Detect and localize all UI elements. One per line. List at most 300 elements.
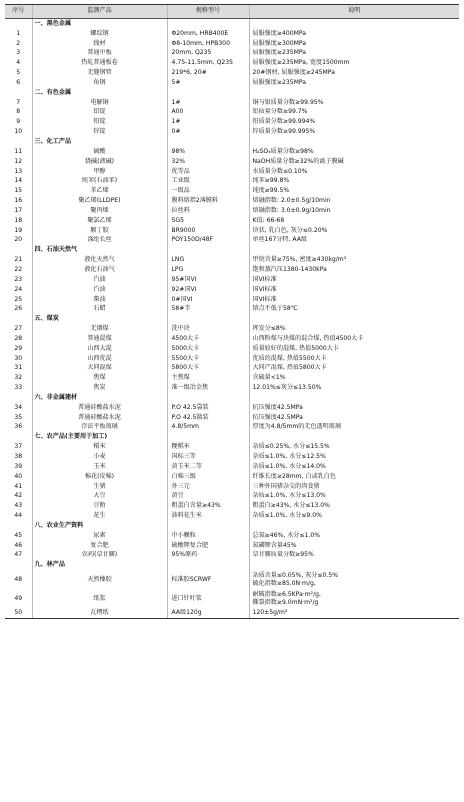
category-note-cell [249,432,459,442]
note-text: 粗蛋白≥43%, 水分≤13.0% [249,501,459,511]
product-name: 石蜡 [32,304,167,314]
spec-model: 硫酸钾复合肥 [167,541,249,551]
spec-model: SG5 [167,216,249,226]
note-text: 屈服强度≥235MPa [249,78,459,88]
table-body [5,19,459,619]
table-row [5,531,459,541]
category-label: 三、化工产品 [32,137,167,147]
product-name: 无烟煤 [32,324,167,334]
row-number: 8 [16,108,21,116]
product-name: 普通中板 [32,49,167,59]
table-row [5,589,459,608]
product-name: 大同混煤 [32,364,167,374]
note-line-1: 耐破指数≥6.5KPa·m²/g, [252,591,321,599]
table-row [5,216,459,226]
row-number: 37 [14,443,23,451]
note-text: NaOH质量分数≥32%的离子膜碱 [249,157,459,167]
product-name: 铝锭 [32,108,167,118]
table-row [5,167,459,177]
row-number: 18 [14,216,23,224]
spec-model: LPG [167,265,249,275]
category-no-cell [5,88,32,98]
table-row [5,98,459,108]
row-number: 15 [14,187,23,195]
note-text: 铅质量分数≥99.994% [249,117,459,127]
category-row [5,19,459,29]
product-name: 烧碱(液碱) [32,157,167,167]
spec-model: 洗中块 [167,324,249,334]
row-number: 29 [14,344,23,352]
category-row [5,137,459,147]
table-row [5,551,459,561]
row-number: 17 [14,206,23,214]
note-text: 屈服强度≥300MPa [249,39,459,49]
spec-model: 优等品 [167,167,249,177]
note-text: 块状, 乳白色, 灰分≤0.20% [249,226,459,236]
table-row [5,482,459,492]
table-row [5,186,459,196]
row-number: 5 [16,69,21,77]
row-number: 7 [16,98,21,106]
product-name: 热轧普通板卷 [32,58,167,68]
table-row [5,413,459,423]
product-name: 玉米 [32,462,167,472]
spec-model: 20mm, Q235 [167,49,249,59]
row-number: 20 [14,236,23,244]
row-number: 10 [14,128,23,136]
product-name: 顺丁胶 [32,226,167,236]
row-number: 6 [16,78,21,86]
row-number: 47 [14,551,23,559]
note-line-2: 硫化指数≥85.0N·m/g, [252,579,316,587]
spec-model: 中小颗粒 [167,531,249,541]
table-row [5,383,459,393]
row-number: 44 [14,512,23,520]
table-row [5,58,459,68]
row-number: 22 [14,265,23,273]
spec-model: 黄玉米二等 [167,462,249,472]
spec-model: 58#半 [167,304,249,314]
category-row [5,245,459,255]
category-spec-cell [167,314,249,324]
row-number: 28 [14,334,23,342]
product-name: 尿素 [32,531,167,541]
category-no-cell [5,137,32,147]
row-number: 11 [14,147,23,155]
category-no-cell [5,314,32,324]
table-row [5,206,459,216]
spec-model: 4500大卡 [167,334,249,344]
category-spec-cell [167,19,249,29]
note-line-2: 撕裂指数≥9.0mN·m²/g [252,598,319,606]
table-row [5,354,459,364]
product-name: 焦炭 [32,383,167,393]
spec-model: AA级120g [167,608,249,618]
category-label: 八、农业生产资料 [32,521,167,531]
note-text: 纯苯≥99.8% [249,177,459,187]
spec-model: 95%原药 [167,551,249,561]
table-row [5,403,459,413]
spec-model: 白棉三级 [167,472,249,482]
note-text: 水质量分数≤0.10% [249,167,459,177]
category-spec-cell [167,88,249,98]
spec-model: 5# [167,78,249,88]
row-number: 35 [14,413,23,421]
note-text: 熔点不低于58℃ [249,304,459,314]
category-no-cell [5,393,32,403]
note-text: 铜与银质量分数≥99.95% [249,98,459,108]
product-name: 浮法平板玻璃 [32,423,167,433]
product-name: 山西优混 [32,354,167,364]
product-name: 液化石油气 [32,265,167,275]
row-number: 27 [14,325,23,333]
note-text: 屈服强度≥235MPa [249,49,459,59]
note-text: 国VI标准 [249,295,459,305]
note-text: 三种外国猪杂交的肉食猪 [249,482,459,492]
note-text: 铝质量分数≥99.7% [249,108,459,118]
product-name: 农药(草甘膦) [32,551,167,561]
spec-model: 5500大卡 [167,354,249,364]
spec-model: 拉丝料 [167,206,249,216]
product-name: 液化天然气 [32,255,167,265]
table-row [5,177,459,187]
note-text: 屈服强度≥235MPa, 宽度1500mm [249,58,459,68]
product-name: 线材 [32,39,167,49]
row-number: 30 [14,354,23,362]
note-text: 纤维长度≥28mm, 白或乳白色 [249,472,459,482]
category-note-cell [249,521,459,531]
table-row [5,295,459,305]
table-row [5,541,459,551]
row-number: 40 [14,472,23,480]
spec-model: 标准胶SCRWF [167,570,249,589]
spec-model: BR9000 [167,226,249,236]
spec-model: 95#国VI [167,275,249,285]
table-row [5,236,459,246]
product-name: 甲醇 [32,167,167,177]
product-name: 普通混煤 [32,334,167,344]
row-number: 12 [14,157,23,165]
note-text: 饱和蒸汽压1380-1430kPa [249,265,459,275]
row-number: 4 [16,59,21,67]
spec-model: 219*6, 20# [167,68,249,78]
row-number: 21 [14,256,23,264]
category-note-cell [249,88,459,98]
note-text: 质量较好的混煤, 热值5000大卡 [249,344,459,354]
product-name: 硫酸 [32,147,167,157]
row-number: 23 [14,275,23,283]
row-number: 25 [14,295,23,303]
table-row [5,570,459,589]
category-note-cell [249,19,459,29]
spec-model: 32% [167,157,249,167]
note-text: 挥发分≤8% [249,324,459,334]
row-number: 13 [14,167,23,175]
product-name: 螺纹钢 [32,29,167,39]
product-name: 山西大混 [32,344,167,354]
row-number: 26 [14,305,23,313]
spec-model: LNG [167,255,249,265]
spec-model: 一级品 [167,186,249,196]
category-row [5,521,459,531]
note-text: 山西粉煤与块煤的混合煤, 热值4500大卡 [249,334,459,344]
table-row [5,68,459,78]
table-row [5,324,459,334]
spec-model: 工业级 [167,177,249,187]
product-name: 普通硅酸盐水泥 [32,403,167,413]
category-row [5,393,459,403]
product-name: 棉花(皮棉) [32,472,167,482]
spec-model: 4.75-11.5mm, Q235 [167,58,249,68]
spec-model: POY150D/48F [167,236,249,246]
note-text: 20#钢材, 屈服强度≥245MPa [249,68,459,78]
row-number: 33 [14,384,23,392]
row-number: 48 [14,575,23,583]
category-no-cell [5,521,32,531]
product-name: 复合肥 [32,541,167,551]
header-product: 监测产品 [32,5,167,19]
table-row [5,29,459,39]
table-row [5,255,459,265]
row-number: 16 [14,197,23,205]
spec-model: 进口针叶浆 [167,589,249,608]
note-text: 抗压强度42.5MPa [249,413,459,423]
table-row [5,49,459,59]
product-name: 聚氯乙烯 [32,216,167,226]
note-cell [249,570,459,589]
table-row [5,108,459,118]
product-name: 天然橡胶 [32,570,167,589]
category-label: 四、石油天然气 [32,245,167,255]
row-number: 34 [14,403,23,411]
spec-model: 1# [167,98,249,108]
spec-model: 0# [167,127,249,137]
row-number: 32 [14,374,23,382]
note-text: 国VI标准 [249,285,459,295]
note-text: 杂质≤1.0%, 水分≤12.5% [249,452,459,462]
note-text: 熔融指数: 3.0±0.9g/10min [249,206,459,216]
product-name: 生猪 [32,482,167,492]
row-number: 19 [14,226,23,234]
row-number: 45 [14,531,23,539]
product-name: 聚乙烯(LLDPE) [32,196,167,206]
row-number: 42 [14,492,23,500]
category-row [5,314,459,324]
category-spec-cell [167,137,249,147]
category-label: 六、非金属建材 [32,393,167,403]
product-name: 角钢 [32,78,167,88]
note-text: 甲烷含量≥75%, 密度≥430kg/m³ [249,255,459,265]
note-text: 含硫量<1% [249,373,459,383]
table-row [5,275,459,285]
spec-model: A00 [167,108,249,118]
header-note: 说明 [249,5,459,19]
row-number: 50 [5,608,32,618]
row-number: 49 [14,594,23,602]
spec-model: P.O 42.5散装 [167,413,249,423]
spec-model: 外三元 [167,482,249,492]
spec-model: Φ20mm, HRB400E [167,29,249,39]
spec-model: 国标三等 [167,452,249,462]
note-text: 杂质≤1.0%, 水分≤9.0% [249,511,459,521]
table-row [5,265,459,275]
table-row [5,147,459,157]
table-row [5,492,459,502]
table-row [5,196,459,206]
note-text: 熔融指数: 2.0±0.5g/10min [249,196,459,206]
category-note-cell [249,393,459,403]
note-text: 120±5g/m² [249,608,459,618]
table-row [5,373,459,383]
product-name: 稻米 [32,442,167,452]
row-number: 24 [14,285,23,293]
product-name: 大豆 [32,492,167,502]
table-row [5,511,459,521]
note-text: 杂质≤1.0%, 水分≤13.0% [249,492,459,502]
table-row [5,78,459,88]
note-text: 优质的混煤, 热值5500大卡 [249,354,459,364]
category-no-cell [5,245,32,255]
category-note-cell [249,314,459,324]
note-text: 锌质量分数≥99.995% [249,127,459,137]
table-row [5,334,459,344]
product-name: 瓦楞纸 [32,608,167,618]
row-number: 43 [14,502,23,510]
table-row [5,423,459,433]
row-number: 1 [16,29,21,37]
category-note-cell [249,245,459,255]
spec-model: 5000大卡 [167,344,249,354]
spec-model: 4.8/5mm [167,423,249,433]
product-name: 电解铜 [32,98,167,108]
note-text: 抗压强度42.5MPa [249,403,459,413]
note-text: 纯度≥99.5% [249,186,459,196]
category-note-cell [249,560,459,570]
table-row [5,127,459,137]
note-text: 总氮≥46%, 水分≤1.0% [249,531,459,541]
table-row [5,157,459,167]
row-number: 2 [16,39,21,47]
category-row [5,560,459,570]
product-name: 铅锭 [32,117,167,127]
table-row [5,501,459,511]
note-text: 氮磷钾含量45% [249,541,459,551]
header-row [5,5,459,19]
product-name: 聚丙烯 [32,206,167,216]
note-text: H₂SO₄质量分数≥98% [249,147,459,157]
note-text: 草甘膦质量分数≥95% [249,551,459,561]
product-name: 柴油 [32,295,167,305]
row-number: 9 [16,118,21,126]
category-row [5,432,459,442]
row-number: 36 [14,423,23,431]
table-row [5,442,459,452]
spec-table [5,4,459,619]
product-spec-document [5,4,459,619]
spec-model: 准一级冶金焦 [167,383,249,393]
category-no-cell [5,560,32,570]
spec-model: 1# [167,117,249,127]
note-cell [249,589,459,608]
note-text: 国VI标准 [249,275,459,285]
product-name: 纸浆 [32,589,167,608]
note-text: 大同产混煤, 热值5800大卡 [249,364,459,374]
note-text: 单丝167分特, AA级 [249,236,459,246]
table-row [5,39,459,49]
spec-model: 0#国VI [167,295,249,305]
product-name: 纯苯(石油苯) [32,177,167,187]
product-name: 苯乙烯 [32,186,167,196]
table-row [5,344,459,354]
category-label: 九、林产品 [32,560,167,570]
note-line-1: 杂质含量≤0.05%, 灰分≤0.5% [252,572,338,580]
product-name: 涤纶长丝 [32,236,167,246]
table-row [5,304,459,314]
table-row [5,364,459,374]
product-name: 锌锭 [32,127,167,137]
category-label: 五、煤炭 [32,314,167,324]
note-text: 12.01%≤灰分≤13.50% [249,383,459,393]
table-row [5,117,459,127]
product-name: 无缝钢管 [32,68,167,78]
category-no-cell [5,432,32,442]
table-row [5,472,459,482]
spec-model: Φ8-10mm, HPB300 [167,39,249,49]
product-name: 小麦 [32,452,167,462]
note-text: K值: 66-68 [249,216,459,226]
spec-model: 5800大卡 [167,364,249,374]
table-row [5,462,459,472]
category-spec-cell [167,393,249,403]
product-name: 豆粕 [32,501,167,511]
note-text: 厚度为4.8/5mm的无色透明玻璃 [249,423,459,433]
row-number: 14 [14,177,23,185]
category-spec-cell [167,560,249,570]
spec-model: 油料花生米 [167,511,249,521]
spec-model: 膜料熔指2薄膜料 [167,196,249,206]
table-row [5,452,459,462]
product-name: 普通硅酸盐水泥 [32,413,167,423]
product-name: 汽油 [32,285,167,295]
category-spec-cell [167,521,249,531]
row-number: 38 [14,453,23,460]
category-row [5,88,459,98]
spec-model: 粗蛋白含量≥43% [167,501,249,511]
table-row [5,226,459,236]
spec-model: 粳稻米 [167,442,249,452]
category-no-cell [5,19,32,29]
note-text: 杂质≤1.0%, 水分≤14.0% [249,462,459,472]
note-text: 杂质≤0.25%, 水分≤15.5% [249,442,459,452]
spec-model: P.O 42.5袋装 [167,403,249,413]
header-no: 序号 [5,5,32,19]
category-spec-cell [167,432,249,442]
row-number: 31 [14,364,23,372]
category-label: 一、黑色金属 [32,19,167,29]
spec-model: 92#国VI [167,285,249,295]
spec-model: 主焦煤 [167,373,249,383]
category-label: 二、有色金属 [32,88,167,98]
header-spec: 规格型号 [167,5,249,19]
table-row [5,608,459,618]
row-number: 39 [14,462,23,470]
spec-model: 98% [167,147,249,157]
product-name: 花生 [32,511,167,521]
product-name: 焦煤 [32,373,167,383]
product-name: 汽油 [32,275,167,285]
category-label: 七、农产品(主要用于加工) [32,432,167,442]
category-note-cell [249,137,459,147]
